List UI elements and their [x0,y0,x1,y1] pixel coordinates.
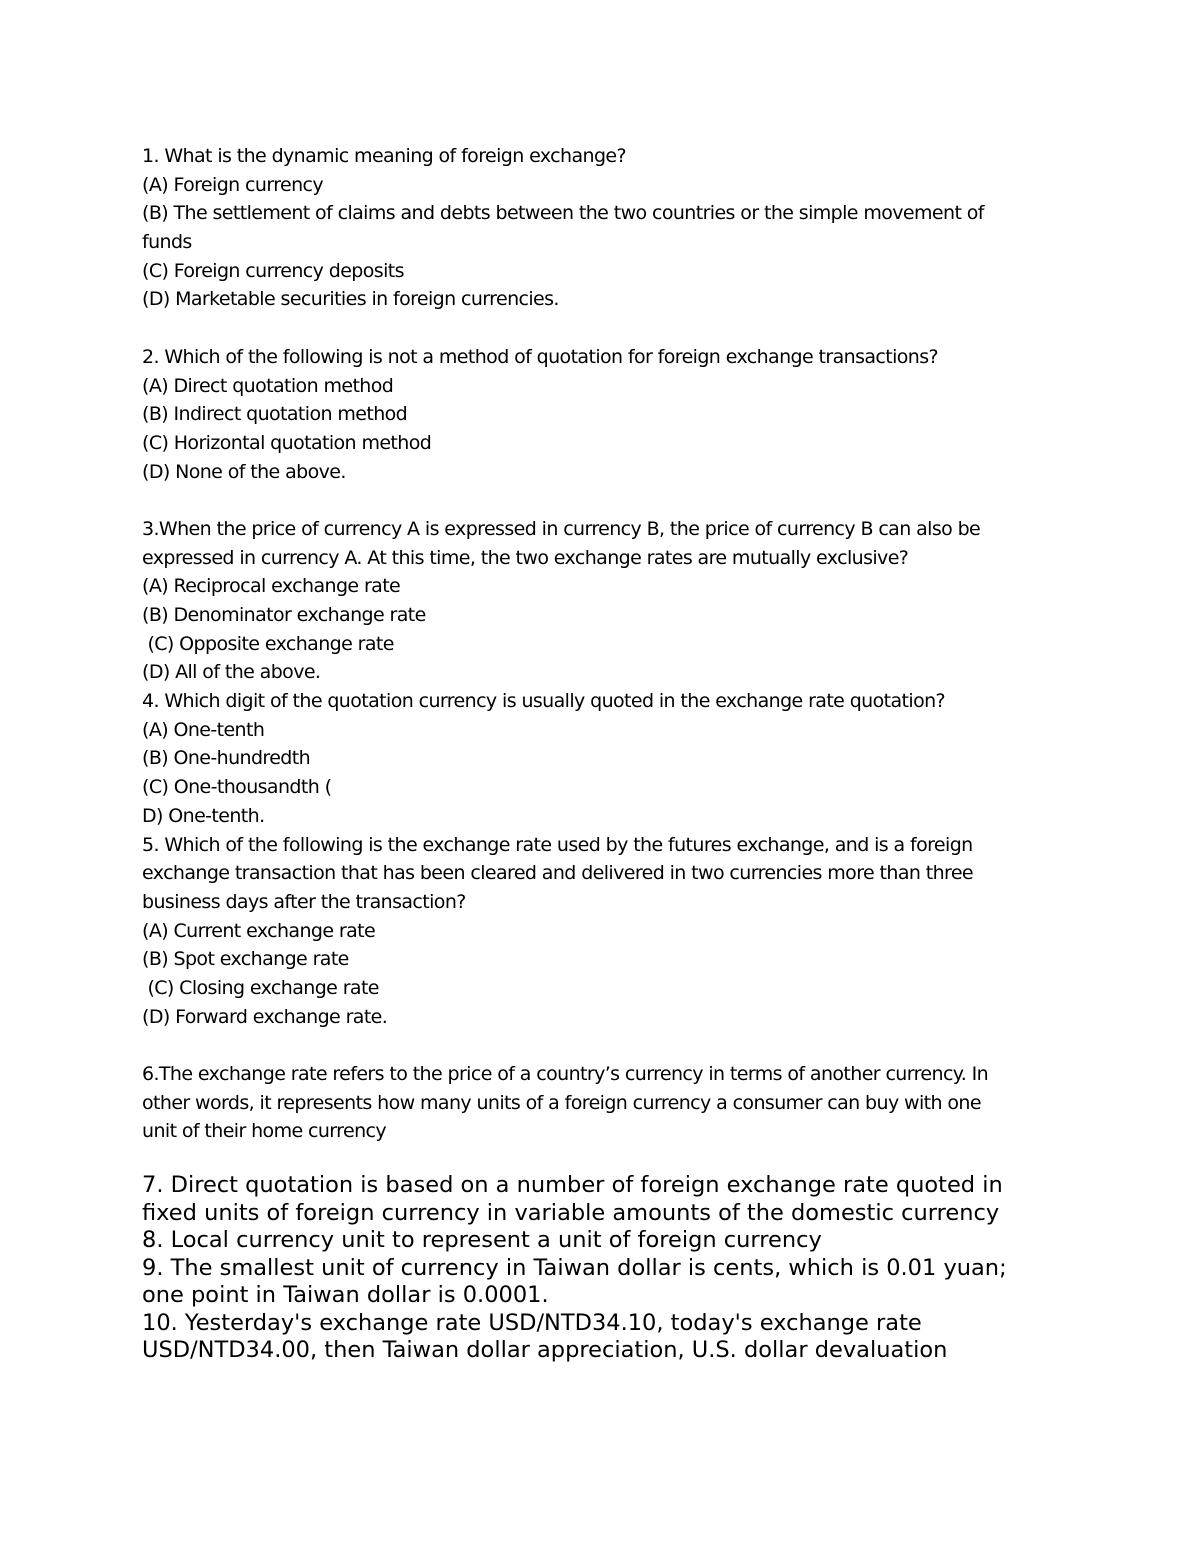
question-5-stem-continued: exchange transaction that has been cleared and delivered in two currencies more than three [142,862,974,885]
question-4-option-d: D) One-tenth. [142,804,265,827]
question-3-option-b: (B) Denominator exchange rate [142,604,426,626]
answer-10-continued: USD/NTD34.00, then Taiwan dollar appreciation, U.S. dollar devaluation [142,1337,948,1363]
question-2-option-a: (A) Direct quotation method [142,374,394,397]
question-1-option-d: (D) Marketable securities in foreign currencies. [142,288,559,311]
question-5-option-c: (C) Closing exchange rate [142,976,379,999]
question-5-option-b: (B) Spot exchange rate [142,948,349,971]
statement-6-continued: other words, it represents how many units of a foreign currency a consumer can buy with one [142,1091,981,1114]
statement-6: 6.The exchange rate refers to the price of a country’s currency in terms of another currency. In [142,1063,989,1085]
answer-9: 9. The smallest unit of currency in Taiwan dollar is cents, which is 0.01 yuan; [142,1254,1007,1281]
question-2-option-b: (B) Indirect quotation method [142,403,408,426]
question-4-option-a: (A) One-tenth [142,718,265,741]
answer-9-continued: one point in Taiwan dollar is 0.0001. [142,1282,549,1308]
question-1-option-a: (A) Foreign currency [142,173,324,196]
blank-line [142,486,1082,515]
question-2-option-d: (D) None of the above. [142,460,346,483]
question-3-stem-continued: expressed in currency A. At this time, the two exchange rates are mutually exclusive? [142,546,909,569]
statement-6-continued: unit of their home currency [142,1120,387,1143]
question-4-option-c: (C) One-thousandth ( [142,776,332,799]
question-2-option-c: (C) Horizontal quotation method [142,431,432,454]
question-3-stem: 3.When the price of currency A is expressed in currency B, the price of currency B can also be [142,517,981,540]
question-1-option-b-continued: funds [142,231,192,254]
question-1-option-c: (C) Foreign currency deposits [142,259,404,282]
answer-10: 10. Yesterday's exchange rate USD/NTD34.10, today's exchange rate [142,1309,922,1336]
answer-7-continued: fixed units of foreign currency in variable amounts of the domestic currency [142,1199,1000,1226]
answer-8: 8. Local currency unit to represent a unit of foreign currency [142,1227,822,1253]
blank-line [142,314,1082,343]
question-4-option-b: (B) One-hundredth [142,747,311,770]
question-1-option-b: (B) The settlement of claims and debts between the two countries or the simple movement of [142,202,984,225]
question-5-stem: 5. Which of the following is the exchange rate used by the futures exchange, and is a foreign [142,833,973,856]
answer-section [142,1172,1082,1365]
answer-7: 7. Direct quotation is based on a number of foreign exchange rate quoted in [142,1172,1003,1198]
question-5-stem-continued: business days after the transaction? [142,890,466,913]
question-2-stem: 2. Which of the following is not a method of quotation for foreign exchange transactions? [142,345,939,368]
question-4-stem: 4. Which digit of the quotation currency is usually quoted in the exchange rate quotation? [142,690,946,713]
question-3-option-a: (A) Reciprocal exchange rate [142,575,401,598]
question-3-option-c: (C) Opposite exchange rate [142,632,394,655]
blank-line [142,1031,1082,1060]
question-section [142,142,1082,1146]
question-3-option-d: (D) All of the above. [142,661,321,684]
question-5-option-a: (A) Current exchange rate [142,919,376,942]
question-5-option-d: (D) Forward exchange rate. [142,1005,388,1028]
question-1-stem: 1. What is the dynamic meaning of foreign exchange? [142,145,626,167]
